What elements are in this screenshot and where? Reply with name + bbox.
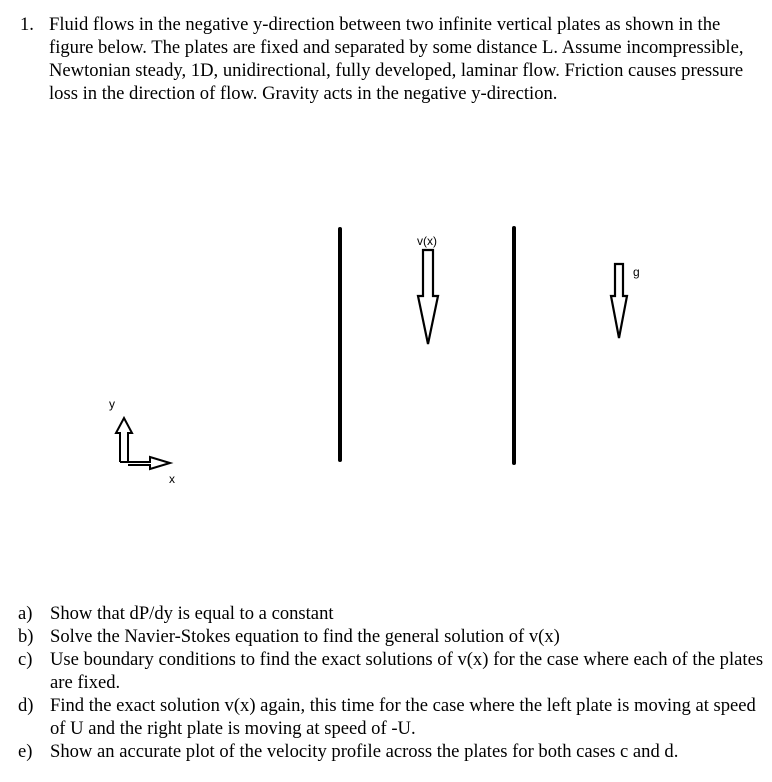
part-letter: b): [18, 626, 34, 647]
problem-number: 1.: [20, 14, 34, 35]
x-axis-label: x: [169, 472, 175, 486]
part-letter: c): [18, 649, 33, 670]
part-text: Solve the Navier-Stokes equation to find the general solution of v(x): [50, 626, 560, 647]
question-part: [18, 648, 768, 694]
question-part: [18, 694, 768, 740]
question-part: [18, 740, 768, 763]
part-letter: d): [18, 695, 34, 716]
problem-text: Fluid flows in the negative y-direction between two infinite vertical plates as shown in the figure below. The plates are fixed and separated by some distance L. Assume incompressible, Newtonian steady, 1D, unidirectional, fully developed, laminar flow. Friction causes pressure loss in the direction of flow. Gravity acts in the negative y-direction.: [49, 14, 744, 104]
velocity-arrow-icon: [418, 250, 438, 344]
part-text: Use boundary conditions to find the exact solutions of v(x) for the case where each of the plates are fixed.: [50, 649, 764, 693]
question-parts-list: [18, 602, 768, 763]
part-text: Find the exact solution v(x) again, this time for the case where the left plate is moving at speed of U and the right plate is moving at speed of -U.: [50, 695, 756, 739]
velocity-label: v(x): [417, 234, 437, 248]
gravity-arrow-icon: [611, 264, 627, 338]
part-letter: e): [18, 741, 33, 762]
part-text: Show an accurate plot of the velocity profile across the plates for both cases c and d.: [50, 741, 679, 762]
gravity-label: g: [633, 265, 640, 279]
part-text: Show that dP/dy is equal to a constant: [50, 603, 334, 624]
y-axis-label: y: [109, 397, 115, 411]
question-part: [18, 602, 768, 625]
question-part: [18, 625, 768, 648]
part-letter: a): [18, 603, 33, 624]
coordinate-axes-icon: [116, 418, 170, 469]
